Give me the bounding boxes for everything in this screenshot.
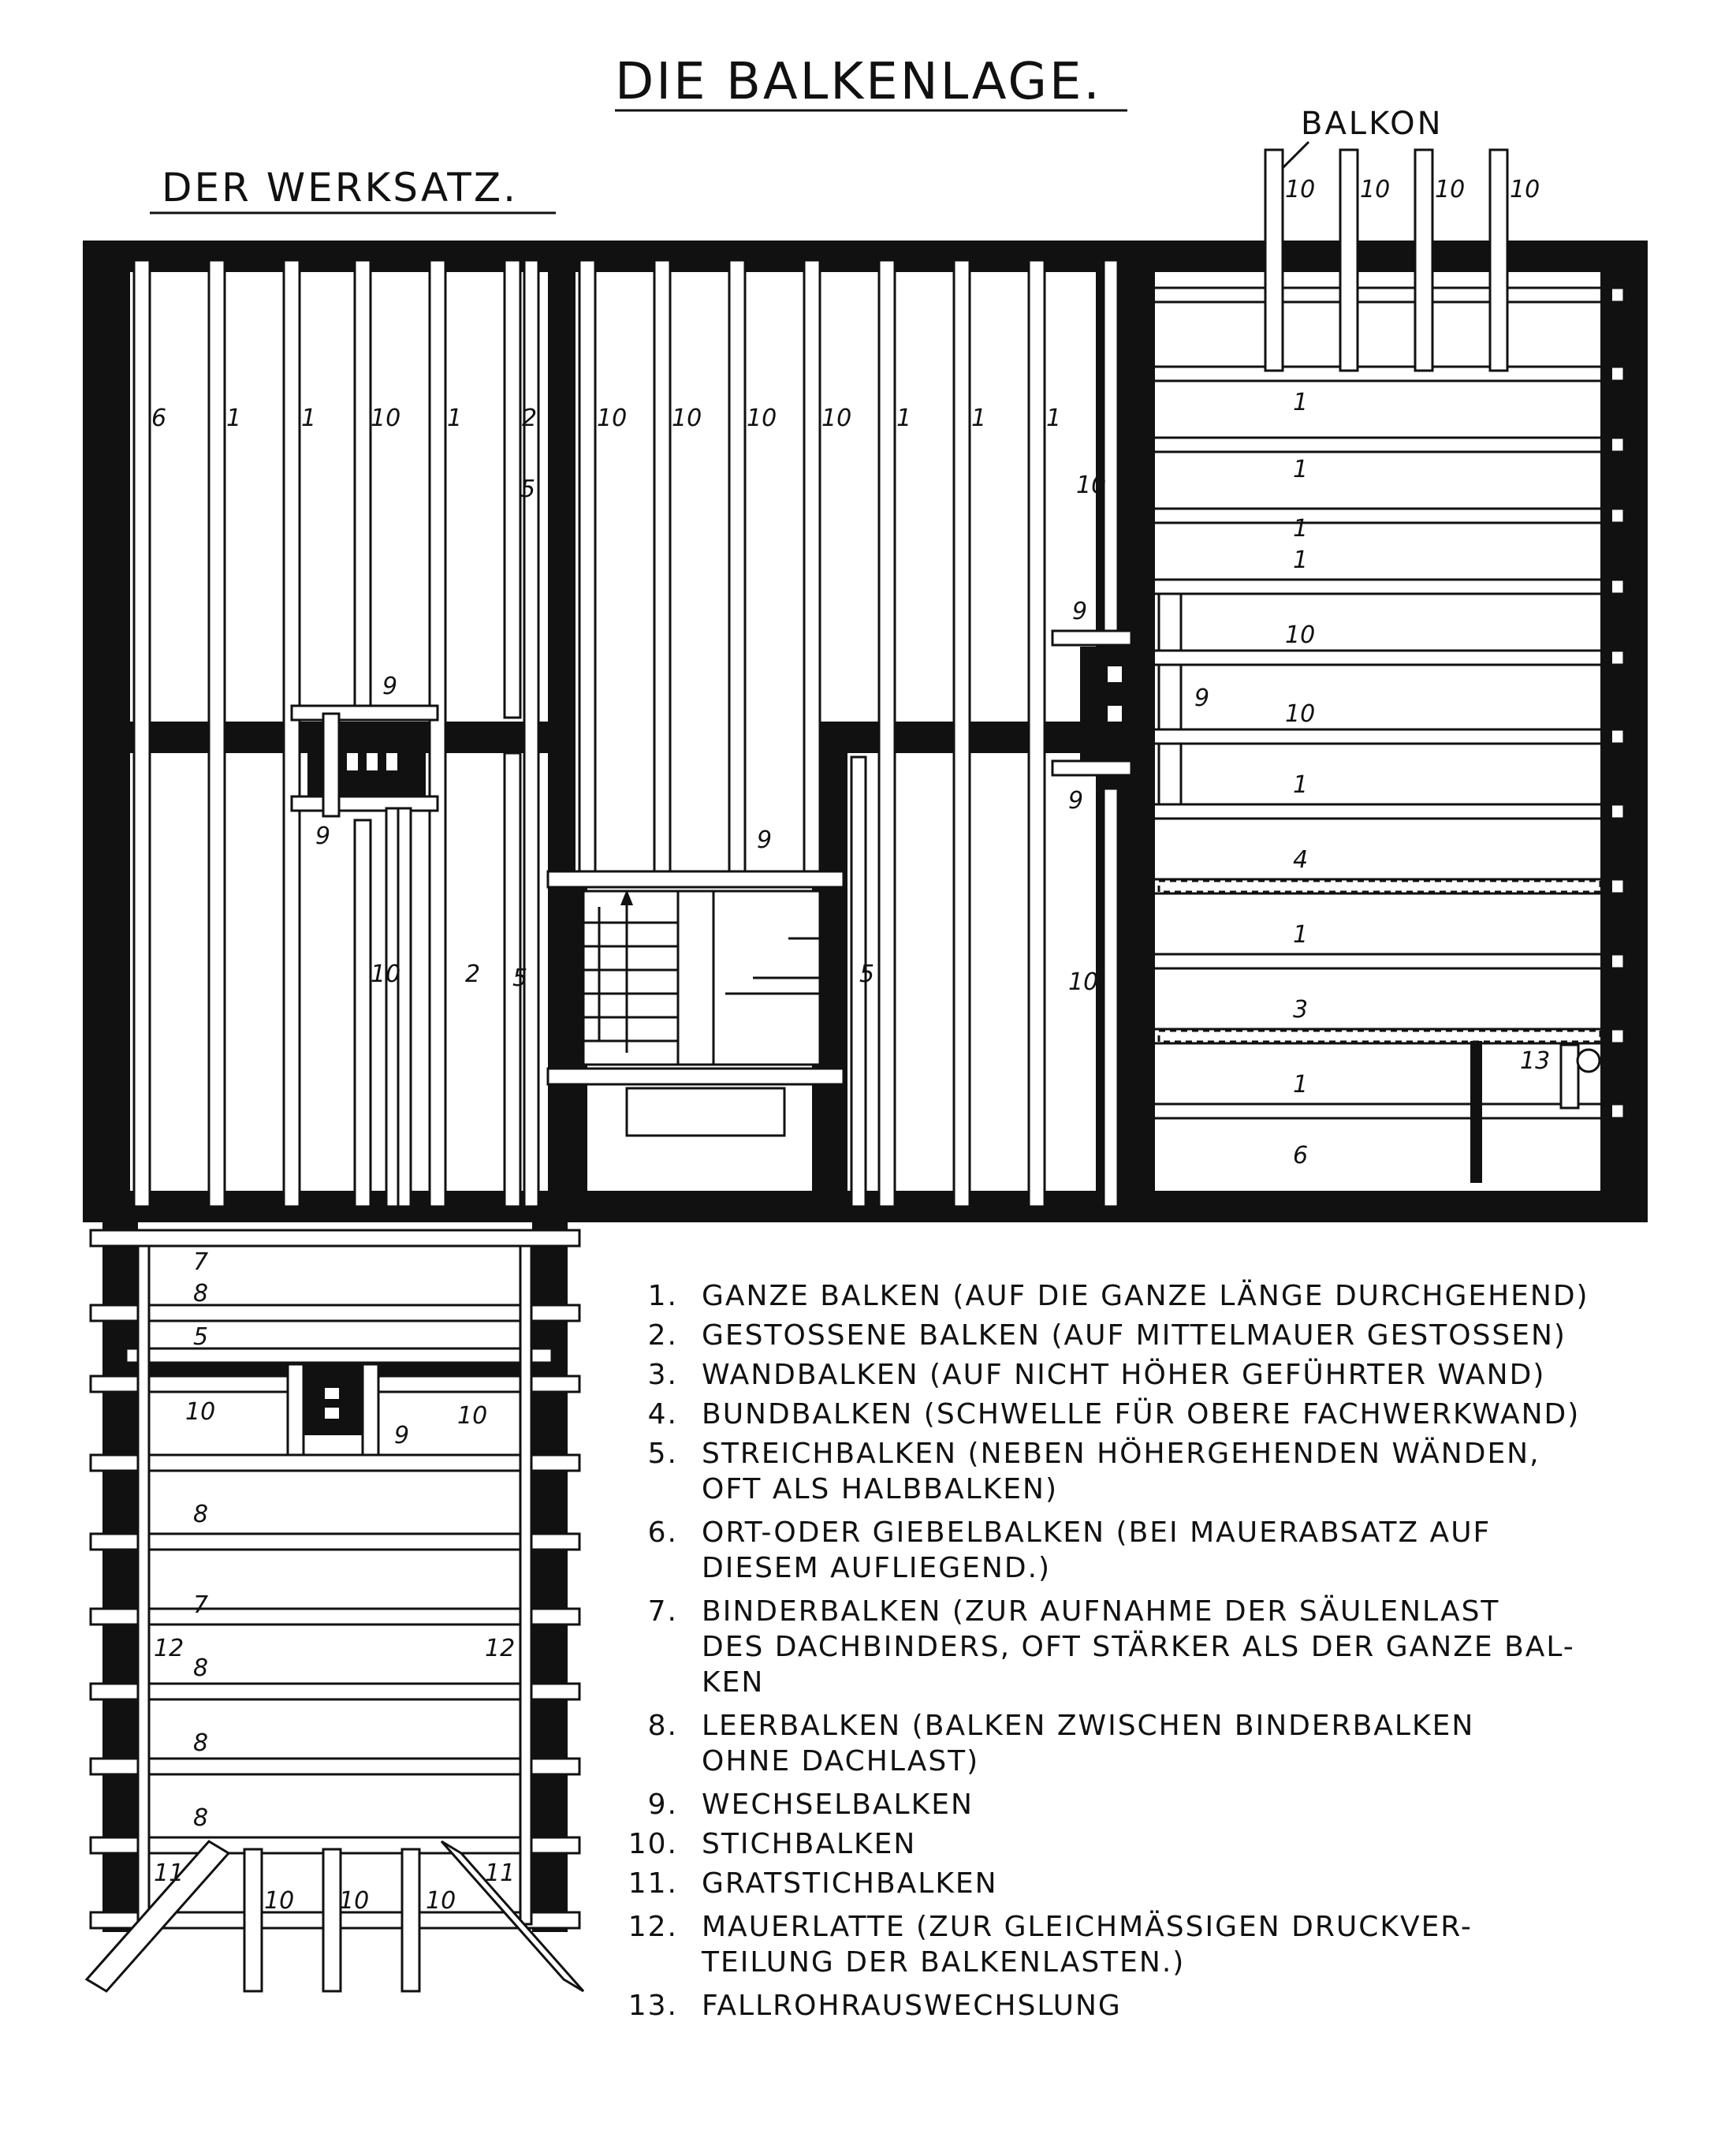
- svg-text:OFT ALS HALBBALKEN): OFT ALS HALBBALKEN): [702, 1473, 1058, 1505]
- svg-text:5: 5: [520, 476, 536, 503]
- svg-text:WANDBALKEN (AUF NICHT HÖHER GE: WANDBALKEN (AUF NICHT HÖHER GEFÜHRTER WAND): [702, 1359, 1546, 1391]
- svg-text:1.: 1.: [647, 1280, 678, 1312]
- svg-text:1: 1: [1293, 771, 1309, 799]
- page-title: DIE BALKENLAGE.: [615, 53, 1102, 111]
- svg-text:7.: 7.: [647, 1595, 678, 1628]
- svg-text:1: 1: [971, 405, 987, 432]
- svg-text:LEERBALKEN (BALKEN ZWISCHEN BI: LEERBALKEN (BALKEN ZWISCHEN BINDERBALKEN: [702, 1710, 1475, 1742]
- svg-text:1: 1: [301, 405, 317, 432]
- svg-text:GESTOSSENE BALKEN (AUF MITTELM: GESTOSSENE BALKEN (AUF MITTELMAUER GESTOSSEN): [702, 1319, 1566, 1352]
- svg-text:10.: 10.: [628, 1828, 678, 1860]
- svg-text:ORT-ODER GIEBELBALKEN (BEI MAU: ORT-ODER GIEBELBALKEN (BEI MAUERABSATZ AUF: [702, 1516, 1492, 1549]
- svg-text:10: 10: [1285, 700, 1316, 728]
- svg-text:1: 1: [1293, 389, 1309, 416]
- svg-text:10: 10: [1510, 176, 1540, 203]
- svg-text:1: 1: [226, 405, 242, 432]
- svg-text:10: 10: [457, 1402, 488, 1430]
- svg-text:10: 10: [821, 405, 852, 432]
- svg-text:10: 10: [339, 1887, 370, 1915]
- svg-text:8.: 8.: [647, 1710, 678, 1742]
- svg-text:8: 8: [193, 1729, 209, 1757]
- svg-text:5: 5: [859, 961, 875, 988]
- svg-text:11: 11: [154, 1859, 184, 1887]
- svg-text:5: 5: [193, 1323, 209, 1351]
- svg-text:13: 13: [1520, 1047, 1551, 1075]
- svg-text:7: 7: [193, 1591, 209, 1619]
- svg-text:10: 10: [371, 961, 401, 988]
- svg-text:WECHSELBALKEN: WECHSELBALKEN: [702, 1789, 974, 1821]
- svg-text:11: 11: [485, 1859, 516, 1887]
- svg-text:GANZE BALKEN (AUF DIE GANZE LÄ: GANZE BALKEN (AUF DIE GANZE LÄNGE DURCHGEHEND): [702, 1280, 1589, 1312]
- svg-text:STICHBALKEN: STICHBALKEN: [702, 1828, 917, 1860]
- svg-text:7: 7: [193, 1248, 209, 1276]
- svg-text:10: 10: [1285, 176, 1316, 203]
- svg-text:2: 2: [522, 405, 538, 432]
- svg-text:2.: 2.: [647, 1319, 678, 1352]
- svg-text:BUNDBALKEN (SCHWELLE FÜR OBERE: BUNDBALKEN (SCHWELLE FÜR OBERE FACHWERKWAND): [702, 1398, 1581, 1430]
- svg-text:1: 1: [1293, 456, 1309, 483]
- svg-text:10: 10: [1076, 472, 1107, 499]
- svg-text:8: 8: [193, 1654, 209, 1682]
- svg-text:11.: 11.: [628, 1867, 678, 1900]
- svg-text:12: 12: [485, 1635, 516, 1662]
- svg-text:1: 1: [447, 405, 463, 432]
- staircase: [548, 871, 844, 1136]
- svg-text:1: 1: [1293, 546, 1309, 574]
- svg-text:1: 1: [1046, 405, 1062, 432]
- svg-text:9: 9: [757, 826, 773, 854]
- svg-text:MAUERLATTE (ZUR GLEICHMÄSSIGEN: MAUERLATTE (ZUR GLEICHMÄSSIGEN DRUCKVER-: [702, 1911, 1473, 1943]
- svg-text:2: 2: [465, 961, 481, 988]
- svg-text:TEILUNG DER BALKENLASTEN.): TEILUNG DER BALKENLASTEN.): [702, 1946, 1186, 1979]
- svg-text:9: 9: [1068, 787, 1084, 815]
- svg-text:9: 9: [1194, 684, 1210, 712]
- svg-text:10: 10: [426, 1887, 456, 1915]
- svg-text:13.: 13.: [628, 1990, 678, 2022]
- svg-text:10: 10: [1285, 621, 1316, 649]
- svg-text:9: 9: [1072, 598, 1088, 625]
- right-wing-beams: [1135, 272, 1624, 1191]
- svg-text:4.: 4.: [647, 1398, 678, 1430]
- svg-text:10: 10: [747, 405, 777, 432]
- svg-text:12.: 12.: [628, 1911, 678, 1943]
- svg-text:9.: 9.: [647, 1789, 678, 1821]
- svg-text:3.: 3.: [647, 1359, 678, 1391]
- svg-text:9: 9: [315, 822, 331, 850]
- svg-text:6: 6: [151, 405, 167, 432]
- svg-text:10: 10: [672, 405, 702, 432]
- svg-text:10: 10: [597, 405, 628, 432]
- svg-text:12: 12: [154, 1635, 184, 1662]
- svg-text:6: 6: [1293, 1142, 1309, 1169]
- svg-text:8: 8: [193, 1280, 209, 1307]
- svg-text:BINDERBALKEN (ZUR AUFNAHME DER: BINDERBALKEN (ZUR AUFNAHME DER SÄULENLAST: [702, 1595, 1500, 1628]
- svg-text:8: 8: [193, 1804, 209, 1832]
- svg-text:1: 1: [1293, 515, 1309, 543]
- svg-text:1: 1: [1293, 921, 1309, 949]
- balcony-leader: [1281, 142, 1309, 170]
- svg-text:KEN: KEN: [702, 1666, 765, 1699]
- legend: [628, 1279, 1589, 2022]
- svg-text:8: 8: [193, 1501, 209, 1528]
- svg-text:5: 5: [512, 964, 528, 992]
- svg-text:10: 10: [1435, 176, 1466, 203]
- svg-text:OHNE DACHLAST): OHNE DACHLAST): [702, 1745, 980, 1777]
- svg-text:10: 10: [1360, 176, 1391, 203]
- svg-text:10: 10: [371, 405, 401, 432]
- balcony-label: BALKON: [1301, 106, 1443, 142]
- svg-text:DES DACHBINDERS, OFT STÄRKER A: DES DACHBINDERS, OFT STÄRKER ALS DER GANZE BAL-: [702, 1631, 1575, 1663]
- svg-text:5.: 5.: [647, 1438, 678, 1470]
- svg-text:10: 10: [1068, 968, 1099, 996]
- svg-text:9: 9: [394, 1422, 410, 1449]
- svg-text:10: 10: [185, 1398, 216, 1426]
- svg-text:GRATSTICHBALKEN: GRATSTICHBALKEN: [702, 1867, 998, 1900]
- svg-text:4: 4: [1293, 846, 1309, 874]
- svg-text:1: 1: [896, 405, 912, 432]
- svg-text:FALLROHRAUSWECHSLUNG: FALLROHRAUSWECHSLUNG: [702, 1990, 1122, 2022]
- page-subtitle: DER WERKSATZ.: [162, 165, 518, 211]
- svg-text:1: 1: [1293, 1071, 1309, 1099]
- svg-text:STREICHBALKEN (NEBEN HÖHERGEHE: STREICHBALKEN (NEBEN HÖHERGEHENDEN WÄNDEN,: [702, 1438, 1540, 1470]
- svg-text:DIESEM AUFLIEGEND.): DIESEM AUFLIEGEND.): [702, 1552, 1052, 1584]
- svg-text:10: 10: [264, 1887, 295, 1915]
- svg-text:3: 3: [1293, 996, 1309, 1024]
- svg-text:6.: 6.: [647, 1516, 678, 1549]
- svg-text:9: 9: [382, 673, 398, 700]
